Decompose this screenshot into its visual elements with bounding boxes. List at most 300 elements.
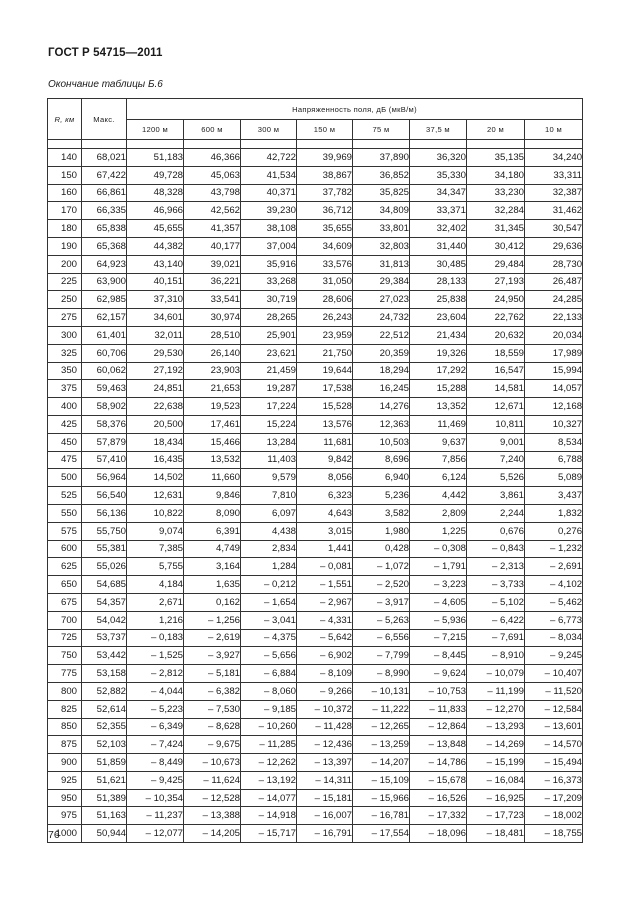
value-cell: – 1,232 bbox=[525, 540, 583, 558]
value-cell: 26,487 bbox=[525, 273, 583, 291]
table-row bbox=[48, 291, 583, 309]
max-cell: 61,401 bbox=[82, 326, 127, 344]
value-cell: – 14,918 bbox=[241, 807, 297, 825]
value-cell: 14,581 bbox=[467, 380, 525, 398]
table-row bbox=[48, 807, 583, 825]
value-cell: – 5,936 bbox=[410, 611, 467, 629]
subheader-cell: 10 м bbox=[525, 120, 583, 140]
value-cell: 20,500 bbox=[127, 415, 184, 433]
value-cell: 29,636 bbox=[525, 237, 583, 255]
value-cell: – 15,966 bbox=[353, 789, 410, 807]
max-cell: 51,163 bbox=[82, 807, 127, 825]
value-cell: 33,268 bbox=[241, 273, 297, 291]
value-cell: 26,140 bbox=[184, 344, 241, 362]
value-cell: 28,510 bbox=[184, 326, 241, 344]
value-cell: – 18,096 bbox=[410, 825, 467, 843]
value-cell: 34,180 bbox=[467, 166, 525, 184]
value-cell: 28,133 bbox=[410, 273, 467, 291]
value-cell: – 6,773 bbox=[525, 611, 583, 629]
value-cell: 33,541 bbox=[184, 291, 241, 309]
table-row bbox=[48, 522, 583, 540]
value-cell: – 3,917 bbox=[353, 593, 410, 611]
value-cell: – 1,551 bbox=[297, 576, 353, 594]
header-distance: R, км bbox=[48, 99, 82, 140]
value-cell: 41,357 bbox=[184, 220, 241, 238]
value-cell: 23,621 bbox=[241, 344, 297, 362]
distance-cell: 300 bbox=[48, 326, 82, 344]
distance-cell: 180 bbox=[48, 220, 82, 238]
value-cell: 31,440 bbox=[410, 237, 467, 255]
value-cell: – 6,382 bbox=[184, 682, 241, 700]
value-cell: – 13,848 bbox=[410, 736, 467, 754]
value-cell: – 10,079 bbox=[467, 665, 525, 683]
value-cell: – 14,077 bbox=[241, 789, 297, 807]
value-cell: – 3,223 bbox=[410, 576, 467, 594]
value-cell: 13,284 bbox=[241, 433, 297, 451]
value-cell: 34,240 bbox=[525, 149, 583, 167]
value-cell: 35,655 bbox=[297, 220, 353, 238]
value-cell: 9,074 bbox=[127, 522, 184, 540]
header-field-strength: Напряженность поля, дБ (мкВ/м) bbox=[127, 99, 583, 120]
distance-cell: 550 bbox=[48, 504, 82, 522]
max-cell: 66,335 bbox=[82, 202, 127, 220]
value-cell: – 5,656 bbox=[241, 647, 297, 665]
header-spacer-row bbox=[48, 140, 583, 149]
distance-cell: 400 bbox=[48, 398, 82, 416]
page-number: 76 bbox=[48, 829, 60, 841]
value-cell: – 7,691 bbox=[467, 629, 525, 647]
value-cell: – 10,407 bbox=[525, 665, 583, 683]
value-cell: – 8,109 bbox=[297, 665, 353, 683]
distance-cell: 1000 bbox=[48, 825, 82, 843]
value-cell: 40,177 bbox=[184, 237, 241, 255]
value-cell: 1,284 bbox=[241, 558, 297, 576]
table-row bbox=[48, 451, 583, 469]
max-cell: 52,882 bbox=[82, 682, 127, 700]
value-cell: – 2,313 bbox=[467, 558, 525, 576]
value-cell: 17,461 bbox=[184, 415, 241, 433]
max-cell: 60,062 bbox=[82, 362, 127, 380]
value-cell: 7,856 bbox=[410, 451, 467, 469]
value-cell: 4,643 bbox=[297, 504, 353, 522]
value-cell: 12,671 bbox=[467, 398, 525, 416]
value-cell: 22,133 bbox=[525, 309, 583, 327]
value-cell: – 7,424 bbox=[127, 736, 184, 754]
value-cell: – 9,425 bbox=[127, 771, 184, 789]
value-cell: 12,631 bbox=[127, 487, 184, 505]
value-cell: – 0,183 bbox=[127, 629, 184, 647]
value-cell: 39,021 bbox=[184, 255, 241, 273]
max-cell: 53,737 bbox=[82, 629, 127, 647]
value-cell: 37,310 bbox=[127, 291, 184, 309]
max-cell: 64,923 bbox=[82, 255, 127, 273]
distance-cell: 160 bbox=[48, 184, 82, 202]
value-cell: – 0,212 bbox=[241, 576, 297, 594]
value-cell: 13,352 bbox=[410, 398, 467, 416]
value-cell: 13,576 bbox=[297, 415, 353, 433]
value-cell: 22,762 bbox=[467, 309, 525, 327]
value-cell: 10,503 bbox=[353, 433, 410, 451]
value-cell: – 5,462 bbox=[525, 593, 583, 611]
value-cell: – 13,601 bbox=[525, 718, 583, 736]
value-cell: – 8,910 bbox=[467, 647, 525, 665]
value-cell: 35,330 bbox=[410, 166, 467, 184]
value-cell: – 8,034 bbox=[525, 629, 583, 647]
value-cell: – 14,311 bbox=[297, 771, 353, 789]
table-row bbox=[48, 682, 583, 700]
value-cell: 8,534 bbox=[525, 433, 583, 451]
value-cell: 7,810 bbox=[241, 487, 297, 505]
value-cell: 3,582 bbox=[353, 504, 410, 522]
distance-cell: 350 bbox=[48, 362, 82, 380]
value-cell: – 16,791 bbox=[297, 825, 353, 843]
value-cell: 19,326 bbox=[410, 344, 467, 362]
table-row bbox=[48, 433, 583, 451]
max-cell: 56,136 bbox=[82, 504, 127, 522]
value-cell: 15,224 bbox=[241, 415, 297, 433]
value-cell: 2,671 bbox=[127, 593, 184, 611]
value-cell: – 6,422 bbox=[467, 611, 525, 629]
value-cell: 1,832 bbox=[525, 504, 583, 522]
distance-cell: 725 bbox=[48, 629, 82, 647]
distance-cell: 170 bbox=[48, 202, 82, 220]
value-cell: – 4,375 bbox=[241, 629, 297, 647]
value-cell: – 12,265 bbox=[353, 718, 410, 736]
value-cell: 3,164 bbox=[184, 558, 241, 576]
value-cell: 28,265 bbox=[241, 309, 297, 327]
max-cell: 58,902 bbox=[82, 398, 127, 416]
value-cell: – 14,570 bbox=[525, 736, 583, 754]
value-cell: 28,730 bbox=[525, 255, 583, 273]
value-cell: – 12,270 bbox=[467, 700, 525, 718]
max-cell: 55,026 bbox=[82, 558, 127, 576]
value-cell: 16,435 bbox=[127, 451, 184, 469]
value-cell: – 11,428 bbox=[297, 718, 353, 736]
subheader-cell: 75 м bbox=[353, 120, 410, 140]
value-cell: 11,469 bbox=[410, 415, 467, 433]
distance-cell: 425 bbox=[48, 415, 82, 433]
value-cell: – 5,181 bbox=[184, 665, 241, 683]
table-body bbox=[48, 149, 583, 843]
value-cell: – 9,185 bbox=[241, 700, 297, 718]
value-cell: – 16,781 bbox=[353, 807, 410, 825]
value-cell: 13,532 bbox=[184, 451, 241, 469]
distance-cell: 225 bbox=[48, 273, 82, 291]
value-cell: 43,140 bbox=[127, 255, 184, 273]
value-cell: 29,530 bbox=[127, 344, 184, 362]
value-cell: 25,901 bbox=[241, 326, 297, 344]
value-cell: – 15,678 bbox=[410, 771, 467, 789]
distance-cell: 625 bbox=[48, 558, 82, 576]
value-cell: 30,974 bbox=[184, 309, 241, 327]
value-cell: 6,788 bbox=[525, 451, 583, 469]
distance-cell: 700 bbox=[48, 611, 82, 629]
table-row bbox=[48, 558, 583, 576]
value-cell: 19,287 bbox=[241, 380, 297, 398]
value-cell: – 9,624 bbox=[410, 665, 467, 683]
value-cell: – 12,528 bbox=[184, 789, 241, 807]
distance-cell: 140 bbox=[48, 149, 82, 167]
subheader-cell: 300 м bbox=[241, 120, 297, 140]
subheader-cell: 37,5 м bbox=[410, 120, 467, 140]
subheader-cell: 150 м bbox=[297, 120, 353, 140]
value-cell: – 10,753 bbox=[410, 682, 467, 700]
value-cell: 2,244 bbox=[467, 504, 525, 522]
value-cell: – 10,260 bbox=[241, 718, 297, 736]
value-cell: 23,903 bbox=[184, 362, 241, 380]
value-cell: 17,989 bbox=[525, 344, 583, 362]
header-max: Макс. bbox=[82, 99, 127, 140]
max-cell: 53,158 bbox=[82, 665, 127, 683]
distance-cell: 925 bbox=[48, 771, 82, 789]
value-cell: 32,284 bbox=[467, 202, 525, 220]
value-cell: 12,168 bbox=[525, 398, 583, 416]
value-cell: – 11,624 bbox=[184, 771, 241, 789]
distance-cell: 775 bbox=[48, 665, 82, 683]
max-cell: 65,368 bbox=[82, 237, 127, 255]
value-cell: – 16,373 bbox=[525, 771, 583, 789]
value-cell: – 14,205 bbox=[184, 825, 241, 843]
value-cell: 0,276 bbox=[525, 522, 583, 540]
table-row bbox=[48, 593, 583, 611]
value-cell: – 6,556 bbox=[353, 629, 410, 647]
value-cell: 22,638 bbox=[127, 398, 184, 416]
value-cell: – 8,060 bbox=[241, 682, 297, 700]
value-cell: – 14,269 bbox=[467, 736, 525, 754]
value-cell: 21,459 bbox=[241, 362, 297, 380]
max-cell: 62,157 bbox=[82, 309, 127, 327]
value-cell: 6,124 bbox=[410, 469, 467, 487]
max-cell: 51,859 bbox=[82, 754, 127, 772]
value-cell: 5,526 bbox=[467, 469, 525, 487]
value-cell: – 9,266 bbox=[297, 682, 353, 700]
value-cell: – 13,293 bbox=[467, 718, 525, 736]
value-cell: 6,940 bbox=[353, 469, 410, 487]
value-cell: 29,484 bbox=[467, 255, 525, 273]
value-cell: 39,969 bbox=[297, 149, 353, 167]
value-cell: 5,236 bbox=[353, 487, 410, 505]
table-row bbox=[48, 540, 583, 558]
value-cell: 11,403 bbox=[241, 451, 297, 469]
value-cell: 20,359 bbox=[353, 344, 410, 362]
value-cell: – 18,481 bbox=[467, 825, 525, 843]
value-cell: 24,851 bbox=[127, 380, 184, 398]
value-cell: – 16,925 bbox=[467, 789, 525, 807]
field-strength-table bbox=[47, 98, 583, 843]
table-caption: Окончание таблицы Б.6 bbox=[48, 79, 163, 90]
value-cell: 27,023 bbox=[353, 291, 410, 309]
value-cell: 8,696 bbox=[353, 451, 410, 469]
value-cell: 34,601 bbox=[127, 309, 184, 327]
value-cell: 27,193 bbox=[467, 273, 525, 291]
value-cell: 9,637 bbox=[410, 433, 467, 451]
value-cell: – 11,833 bbox=[410, 700, 467, 718]
value-cell: 21,434 bbox=[410, 326, 467, 344]
value-cell: 23,959 bbox=[297, 326, 353, 344]
value-cell: – 1,654 bbox=[241, 593, 297, 611]
value-cell: 23,604 bbox=[410, 309, 467, 327]
table-row bbox=[48, 149, 583, 167]
value-cell: 40,151 bbox=[127, 273, 184, 291]
value-cell: 44,382 bbox=[127, 237, 184, 255]
max-cell: 63,900 bbox=[82, 273, 127, 291]
table-row bbox=[48, 771, 583, 789]
value-cell: – 13,259 bbox=[353, 736, 410, 754]
value-cell: 45,655 bbox=[127, 220, 184, 238]
value-cell: – 11,222 bbox=[353, 700, 410, 718]
value-cell: 28,606 bbox=[297, 291, 353, 309]
value-cell: – 14,207 bbox=[353, 754, 410, 772]
table-row bbox=[48, 344, 583, 362]
value-cell: 24,950 bbox=[467, 291, 525, 309]
value-cell: – 18,755 bbox=[525, 825, 583, 843]
distance-cell: 575 bbox=[48, 522, 82, 540]
value-cell: 30,412 bbox=[467, 237, 525, 255]
max-cell: 54,357 bbox=[82, 593, 127, 611]
table-row bbox=[48, 629, 583, 647]
value-cell: 32,803 bbox=[353, 237, 410, 255]
table-row bbox=[48, 398, 583, 416]
table-row bbox=[48, 736, 583, 754]
distance-cell: 825 bbox=[48, 700, 82, 718]
value-cell: 3,015 bbox=[297, 522, 353, 540]
value-cell: 15,466 bbox=[184, 433, 241, 451]
value-cell: 33,230 bbox=[467, 184, 525, 202]
value-cell: 35,825 bbox=[353, 184, 410, 202]
value-cell: 34,809 bbox=[353, 202, 410, 220]
value-cell: 33,371 bbox=[410, 202, 467, 220]
value-cell: 9,001 bbox=[467, 433, 525, 451]
value-cell: 24,285 bbox=[525, 291, 583, 309]
value-cell: 15,528 bbox=[297, 398, 353, 416]
value-cell: 1,441 bbox=[297, 540, 353, 558]
value-cell: – 6,902 bbox=[297, 647, 353, 665]
standard-header: ГОСТ Р 54715—2011 bbox=[48, 47, 163, 59]
value-cell: – 0,081 bbox=[297, 558, 353, 576]
value-cell: 3,861 bbox=[467, 487, 525, 505]
table-row bbox=[48, 754, 583, 772]
value-cell: – 9,245 bbox=[525, 647, 583, 665]
max-cell: 53,442 bbox=[82, 647, 127, 665]
value-cell: – 15,181 bbox=[297, 789, 353, 807]
value-cell: 17,538 bbox=[297, 380, 353, 398]
table-row bbox=[48, 700, 583, 718]
value-cell: 12,363 bbox=[353, 415, 410, 433]
value-cell: 33,311 bbox=[525, 166, 583, 184]
value-cell: 21,653 bbox=[184, 380, 241, 398]
value-cell: – 15,717 bbox=[241, 825, 297, 843]
distance-cell: 750 bbox=[48, 647, 82, 665]
max-cell: 62,985 bbox=[82, 291, 127, 309]
value-cell: – 13,397 bbox=[297, 754, 353, 772]
value-cell: 18,559 bbox=[467, 344, 525, 362]
value-cell: 26,243 bbox=[297, 309, 353, 327]
table-row bbox=[48, 184, 583, 202]
value-cell: 35,916 bbox=[241, 255, 297, 273]
value-cell: 3,437 bbox=[525, 487, 583, 505]
value-cell: – 10,372 bbox=[297, 700, 353, 718]
value-cell: 15,288 bbox=[410, 380, 467, 398]
value-cell: 20,034 bbox=[525, 326, 583, 344]
value-cell: 38,108 bbox=[241, 220, 297, 238]
value-cell: – 17,332 bbox=[410, 807, 467, 825]
value-cell: 11,660 bbox=[184, 469, 241, 487]
value-cell: 25,838 bbox=[410, 291, 467, 309]
table-row bbox=[48, 825, 583, 843]
value-cell: 40,371 bbox=[241, 184, 297, 202]
value-cell: 31,345 bbox=[467, 220, 525, 238]
value-cell: 49,728 bbox=[127, 166, 184, 184]
value-cell: – 18,002 bbox=[525, 807, 583, 825]
max-cell: 52,614 bbox=[82, 700, 127, 718]
value-cell: – 11,285 bbox=[241, 736, 297, 754]
value-cell: 33,801 bbox=[353, 220, 410, 238]
value-cell: – 16,007 bbox=[297, 807, 353, 825]
value-cell: 21,750 bbox=[297, 344, 353, 362]
value-cell: 22,512 bbox=[353, 326, 410, 344]
value-cell: – 12,436 bbox=[297, 736, 353, 754]
value-cell: – 4,044 bbox=[127, 682, 184, 700]
table-row bbox=[48, 220, 583, 238]
value-cell: – 8,445 bbox=[410, 647, 467, 665]
value-cell: 34,609 bbox=[297, 237, 353, 255]
value-cell: – 17,209 bbox=[525, 789, 583, 807]
value-cell: 9,579 bbox=[241, 469, 297, 487]
value-cell: 20,632 bbox=[467, 326, 525, 344]
value-cell: 17,224 bbox=[241, 398, 297, 416]
value-cell: – 15,199 bbox=[467, 754, 525, 772]
value-cell: – 1,525 bbox=[127, 647, 184, 665]
value-cell: – 6,349 bbox=[127, 718, 184, 736]
value-cell: 33,576 bbox=[297, 255, 353, 273]
distance-cell: 200 bbox=[48, 255, 82, 273]
value-cell: 6,097 bbox=[241, 504, 297, 522]
value-cell: 4,442 bbox=[410, 487, 467, 505]
max-cell: 56,964 bbox=[82, 469, 127, 487]
max-cell: 68,021 bbox=[82, 149, 127, 167]
max-cell: 67,422 bbox=[82, 166, 127, 184]
distance-cell: 250 bbox=[48, 291, 82, 309]
value-cell: – 0,308 bbox=[410, 540, 467, 558]
value-cell: 0,676 bbox=[467, 522, 525, 540]
value-cell: 37,004 bbox=[241, 237, 297, 255]
value-cell: – 7,799 bbox=[353, 647, 410, 665]
value-cell: – 3,733 bbox=[467, 576, 525, 594]
value-cell: 15,994 bbox=[525, 362, 583, 380]
value-cell: 0,428 bbox=[353, 540, 410, 558]
distance-cell: 190 bbox=[48, 237, 82, 255]
max-cell: 55,381 bbox=[82, 540, 127, 558]
value-cell: 43,798 bbox=[184, 184, 241, 202]
value-cell: 11,681 bbox=[297, 433, 353, 451]
table-row bbox=[48, 487, 583, 505]
subheader-row bbox=[48, 120, 583, 140]
max-cell: 52,103 bbox=[82, 736, 127, 754]
value-cell: – 1,791 bbox=[410, 558, 467, 576]
value-cell: 32,387 bbox=[525, 184, 583, 202]
value-cell: – 3,041 bbox=[241, 611, 297, 629]
table-row bbox=[48, 326, 583, 344]
value-cell: – 16,084 bbox=[467, 771, 525, 789]
value-cell: – 15,109 bbox=[353, 771, 410, 789]
value-cell: 46,366 bbox=[184, 149, 241, 167]
value-cell: – 2,691 bbox=[525, 558, 583, 576]
value-cell: 5,089 bbox=[525, 469, 583, 487]
table-row bbox=[48, 415, 583, 433]
value-cell: 4,749 bbox=[184, 540, 241, 558]
value-cell: – 15,494 bbox=[525, 754, 583, 772]
value-cell: 36,320 bbox=[410, 149, 467, 167]
